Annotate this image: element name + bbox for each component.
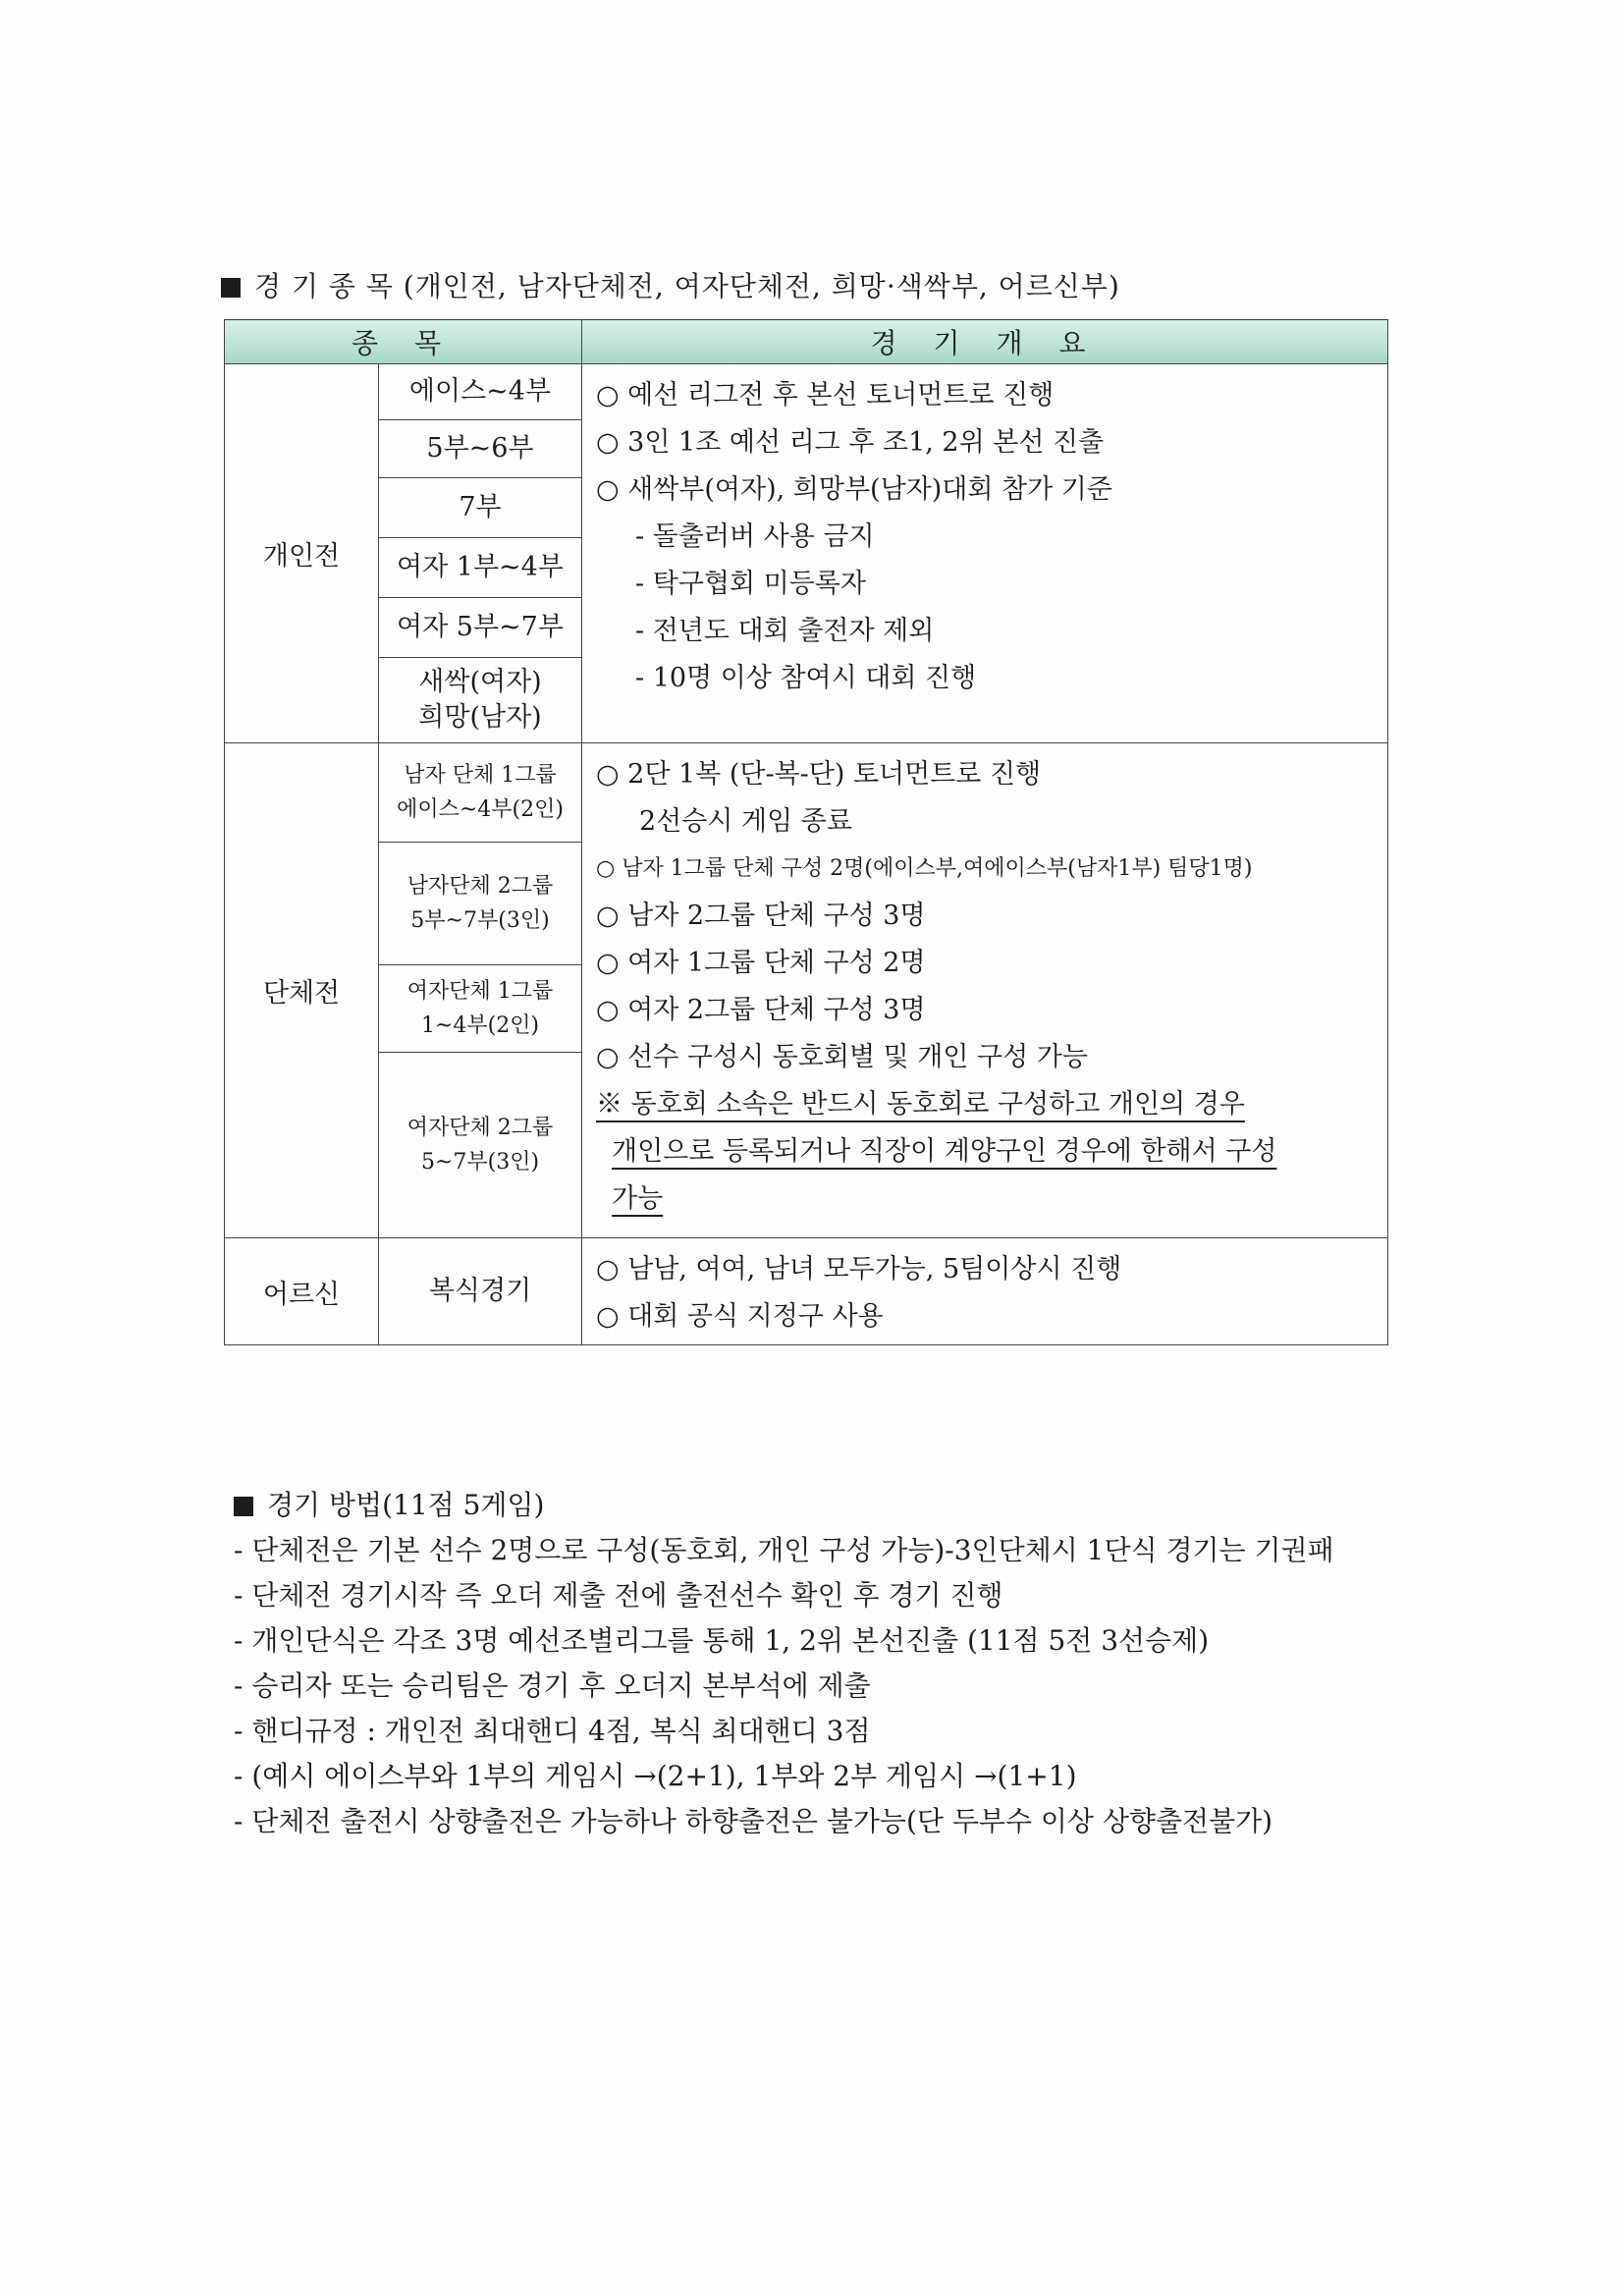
team-sub-3 [379,1053,582,1238]
team-sub-1 [379,843,582,965]
individual-sub-5b: 희망(남자) [418,702,542,733]
senior-sub: 복식경기 [379,1238,582,1345]
individual-line-2: ○ 새싹부(여자), 희망부(남자)대회 참가 기준 [596,474,1112,505]
individual-line-3: - 돌출러버 사용 금지 [635,521,875,552]
team-sub-1a: 남자단체 2그룹 [406,873,554,899]
team-line-8: 개인으로 등록되거나 직장이 계양구인 경우에 한해서 구성 [612,1136,1277,1167]
team-line-1: 2선승시 게임 종료 [639,806,852,837]
senior-category: 어르신 [225,1238,379,1345]
team-sub-2b: 1~4부(2인) [420,1013,540,1038]
team-overview [582,743,1388,1238]
team-category: 단체전 [225,743,379,1238]
senior-overview [582,1238,1388,1345]
individual-sub-1: 5부~6부 [379,420,582,478]
individual-line-0: ○ 예선 리그전 후 본선 토너먼트로 진행 [596,380,1055,410]
individual-sub-4: 여자 5부~7부 [379,598,582,658]
header-overview: 경 기 개 요 [582,320,1388,364]
individual-sub-0: 에이스~4부 [379,364,582,420]
section2-line-4: - 핸디규정 : 개인전 최대핸디 4점, 복식 최대핸디 3점 [234,1715,871,1747]
team-line-7: ※ 동호회 소속은 반드시 동호회로 구성하고 개인의 경우 [596,1089,1245,1120]
square-bullet-icon [221,278,241,298]
section2-line-6: - 단체전 출전시 상향출전은 가능하나 하향출전은 불가능(단 두부수 이상 상향출전불가) [234,1805,1273,1837]
section2-heading [234,1483,1334,1528]
team-line-9: 가능 [612,1183,664,1214]
individual-line-6: - 10명 이상 참여시 대회 진행 [635,663,977,693]
senior-line-1: ○ 대회 공식 지정구 사용 [596,1301,884,1332]
square-bullet-icon [234,1497,253,1516]
individual-line-1: ○ 3인 1조 예선 리그 후 조1, 2위 본선 진출 [596,427,1105,458]
events-table [224,319,1388,1345]
section1-title: 경 기 종 목 (개인전, 남자단체전, 여자단체전, 희망·색싹부, 어르신부) [254,270,1120,302]
section2-line-3: - 승리자 또는 승리팀은 경기 후 오더지 본부석에 제출 [234,1669,871,1702]
section2-line-1: - 단체전 경기시작 즉 오더 제출 전에 출전선수 확인 후 경기 진행 [234,1579,1003,1612]
individual-category: 개인전 [225,364,379,743]
senior-line-0: ○ 남남, 여여, 남녀 모두가능, 5팀이상시 진행 [596,1254,1122,1285]
team-sub-2 [379,965,582,1053]
header-category: 종 목 [225,320,582,364]
team-sub-2a: 여자단체 1그룹 [406,978,554,1004]
individual-line-4: - 탁구협회 미등록자 [635,569,866,599]
individual-line-5: - 전년도 대회 출전자 제외 [635,616,935,646]
individual-overview [582,364,1388,743]
team-line-6: ○ 선수 구성시 동호회별 및 개인 구성 가능 [596,1042,1088,1072]
team-sub-3a: 여자단체 2그룹 [406,1115,554,1140]
section2-line-2: - 개인단식은 각조 3명 예선조별리그를 통해 1, 2위 본선진출 (11점 5전 3선승제) [234,1624,1210,1657]
team-line-3: ○ 남자 2그룹 단체 구성 3명 [596,901,926,931]
team-sub-3b: 5~7부(3인) [420,1150,540,1175]
team-line-5: ○ 여자 2그룹 단체 구성 3명 [596,995,926,1025]
team-line-4: ○ 여자 1그룹 단체 구성 2명 [596,948,926,978]
team-line-0: ○ 2단 1복 (단-복-단) 토너먼트로 진행 [596,759,1042,790]
section1-heading [221,265,1120,304]
individual-sub-5a: 새싹(여자) [418,666,542,697]
team-line-2: ○ 남자 1그룹 단체 구성 2명(에이스부,여에이스부(남자1부) 팀당1명) [596,856,1253,881]
section2-title: 경기 방법(11점 5게임) [267,1489,545,1521]
section2-line-0: - 단체전은 기본 선수 2명으로 구성(동호회, 개인 구성 가능)-3인단체시 1단식 경기는 기권패 [234,1534,1334,1566]
individual-sub-5 [379,658,582,743]
team-sub-0a: 남자 단체 1그룹 [404,762,557,788]
team-sub-0b: 에이스~4부(2인) [397,797,564,822]
section2-line-5: - (예시 에이스부와 1부의 게임시 →(2+1), 1부와 2부 게임시 →(1+1) [234,1760,1077,1792]
individual-sub-2: 7부 [379,478,582,538]
team-sub-0 [379,743,582,843]
section2 [234,1483,1334,1844]
individual-sub-3: 여자 1부~4부 [379,538,582,598]
team-sub-1b: 5부~7부(3인) [410,908,550,933]
